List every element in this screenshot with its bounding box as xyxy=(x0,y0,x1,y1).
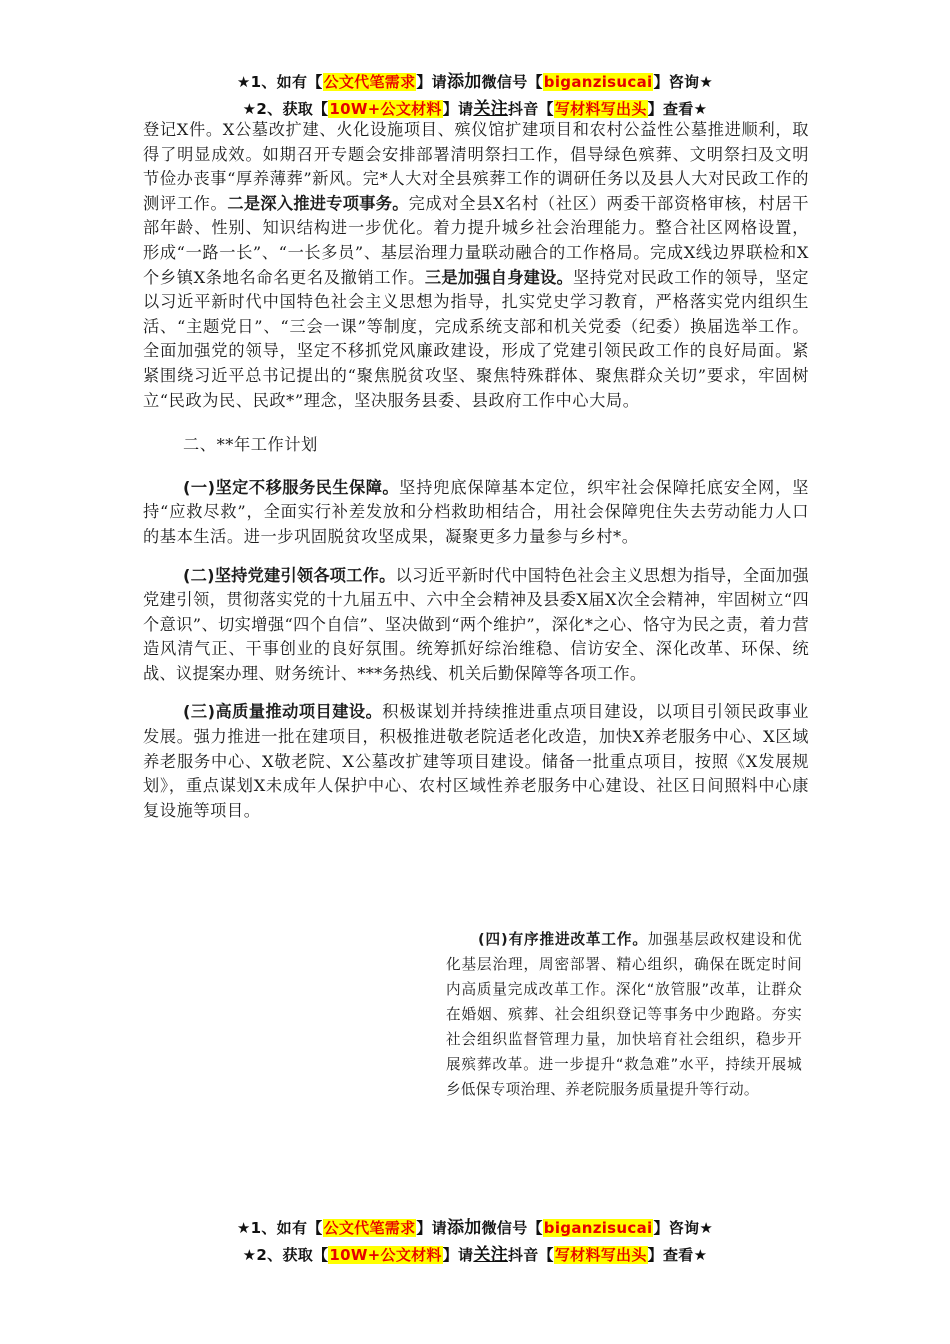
section-title: (三)高质量推动项目建设。 xyxy=(183,702,383,722)
banner-line-1 xyxy=(0,69,950,96)
banner-highlight: biganzisucai xyxy=(543,1219,653,1237)
banner-text: 】请 xyxy=(442,1246,474,1264)
side-text-block xyxy=(446,927,802,1102)
document-body xyxy=(143,118,809,837)
banner-text: 】请 xyxy=(416,73,447,91)
banner-text: ★1、如有【 xyxy=(236,1219,323,1237)
banner-highlight: 10W+公文材料 xyxy=(329,1246,442,1264)
section-1 xyxy=(143,476,809,550)
banner-highlight: biganzisucai xyxy=(543,73,653,91)
top-banner xyxy=(0,69,950,123)
banner-highlight: 公文代笔需求 xyxy=(323,73,416,91)
section-4 xyxy=(446,927,802,1102)
banner-text: 】查看★ xyxy=(647,1246,708,1264)
section-2 xyxy=(143,564,809,687)
banner-text: ★2、获取【 xyxy=(242,1246,329,1264)
banner-highlight: 写材料写出头 xyxy=(554,100,647,118)
paragraph-bold: 三是加强自身建设。 xyxy=(424,267,574,287)
banner-text: 微信号【 xyxy=(481,1219,543,1237)
section-text: 以习近平新时代中国特色社会主义思想为指导，全面加强党建引领，贯彻落实党的十九届五中、六中全会精神及县委X届X次全会精神，牢固树立“四个意识”、切实增强“四个自信”、坚决做到“两个维护”，深化*之心、恪守为民之责，着力营造风清气正、干事创业的良好氛围。统筹抓好综治维稳、信访安全、深化改革、环保、统战、议提案办理、财务统计、***务热线、机关后勤保障等各项工作。 xyxy=(143,565,809,683)
section-text: 积极谋划并持续推进重点项目建设，以项目引领民政事业发展。强力推进一批在建项目，积极推进敬老院适老化改造，加快X养老服务中心、X区域养老服务中心、X敬老院、X公墓改扩建等项目建设。储备一批重点项目，按照《X发展规划》，重点谋划X未成年人保护中心、农村区域性养老服务中心建设、社区日间照料中心康复设施等项目。 xyxy=(143,702,810,820)
banner-highlight: 公文代笔需求 xyxy=(323,1219,416,1237)
banner-text: 抖音【 xyxy=(507,100,554,118)
banner-text: 】咨询★ xyxy=(653,73,714,91)
banner-text: 】请 xyxy=(416,1219,447,1237)
banner-highlight: 写材料写出头 xyxy=(554,1246,647,1264)
banner-text: 关注 xyxy=(473,1245,508,1265)
banner-text: ★2、获取【 xyxy=(242,100,329,118)
banner-text: ★1、如有【 xyxy=(236,73,323,91)
paragraph-text: 完成对全县X名村（社区）两委干部资格审核，村居干部年龄、性别、知识结构进一步优化。着力提升城乡社会治理能力。整合社区网格设置，形成“一路一长”、“一长多员”、基层治理力量联动融合的工作格局。完成X线边界联检和X个乡镇X条地名命名更名及撤销工作。 xyxy=(143,193,809,287)
banner-text: 添加 xyxy=(446,1218,482,1238)
section-text: 加强基层政权建设和优化基层治理，周密部署、精心组织，确保在既定时间内高质量完成改革工作。深化“放管服”改革，让群众在婚姻、殡葬、社会组织登记等事务中少跑路。夯实社会组织监督管理力量，加快培育社会组织，稳步开展殡葬改革。进一步提升“救急难”水平，持续开展城乡低保专项治理、养老院服务质量提升等行动。 xyxy=(446,931,802,1098)
paragraph-bold: 二是深入推进专项事务。 xyxy=(227,193,409,213)
banner-text: 关注 xyxy=(473,99,508,119)
banner-text: 】请 xyxy=(442,100,474,118)
section-title: (二)坚持党建引领各项工作。 xyxy=(183,565,396,585)
banner-text: 抖音【 xyxy=(507,1246,554,1264)
section-title: (一)坚定不移服务民生保障。 xyxy=(183,477,400,497)
banner-highlight: 10W+公文材料 xyxy=(329,100,442,118)
paragraph-text: 坚持党对民政工作的领导，坚定以习近平新时代中国特色社会主义思想为指导，扎实党史学习教育，严格落实党内组织生活、“主题党日”、“三会一课”等制度，完成系统支部和机关党委（纪委）换届选举工作。全面加强党的领导，坚定不移抓党风廉政建设，形成了党建引领民政工作的良好局面。紧紧围绕习近平总书记提出的“聚焦脱贫攻坚、聚焦特殊群体、聚焦群众关切”要求，牢固树立“民政为民、民政*”理念，坚决服务县委、县政府工作中心大局。 xyxy=(143,267,809,410)
section-3 xyxy=(143,700,809,823)
banner-text: 】咨询★ xyxy=(653,1219,714,1237)
section-title: (四)有序推进改革工作。 xyxy=(478,931,648,948)
section-heading: 二、**年工作计划 xyxy=(183,435,318,455)
bottom-banner xyxy=(0,1215,950,1269)
banner-line-1 xyxy=(0,1215,950,1242)
banner-text: 】查看★ xyxy=(647,100,708,118)
section-text: 坚持兜底保障基本定位，织牢社会保障托底安全网，坚持“应救尽救”，全面实行补差发放和分档救助相结合，用社会保障兜住失去劳动能力人口的基本生活。进一步巩固脱贫攻坚成果，凝聚更多力量参与乡村*。 xyxy=(143,477,809,546)
banner-text: 微信号【 xyxy=(481,73,543,91)
paragraph-text: 登记X件。X公墓改扩建、火化设施项目、殡仪馆扩建项目和农村公益性公墓推进顺利，取得了明显成效。如期召开专题会安排部署清明祭扫工作，倡导绿色殡葬、文明祭扫及文明节俭办丧事“厚养薄葬”新风。完*人大对全县殡葬工作的调研任务以及县人大对民政工作的测评工作。 xyxy=(143,120,809,213)
paragraph xyxy=(143,118,809,413)
banner-line-2 xyxy=(0,1242,950,1269)
banner-text: 添加 xyxy=(446,72,482,92)
